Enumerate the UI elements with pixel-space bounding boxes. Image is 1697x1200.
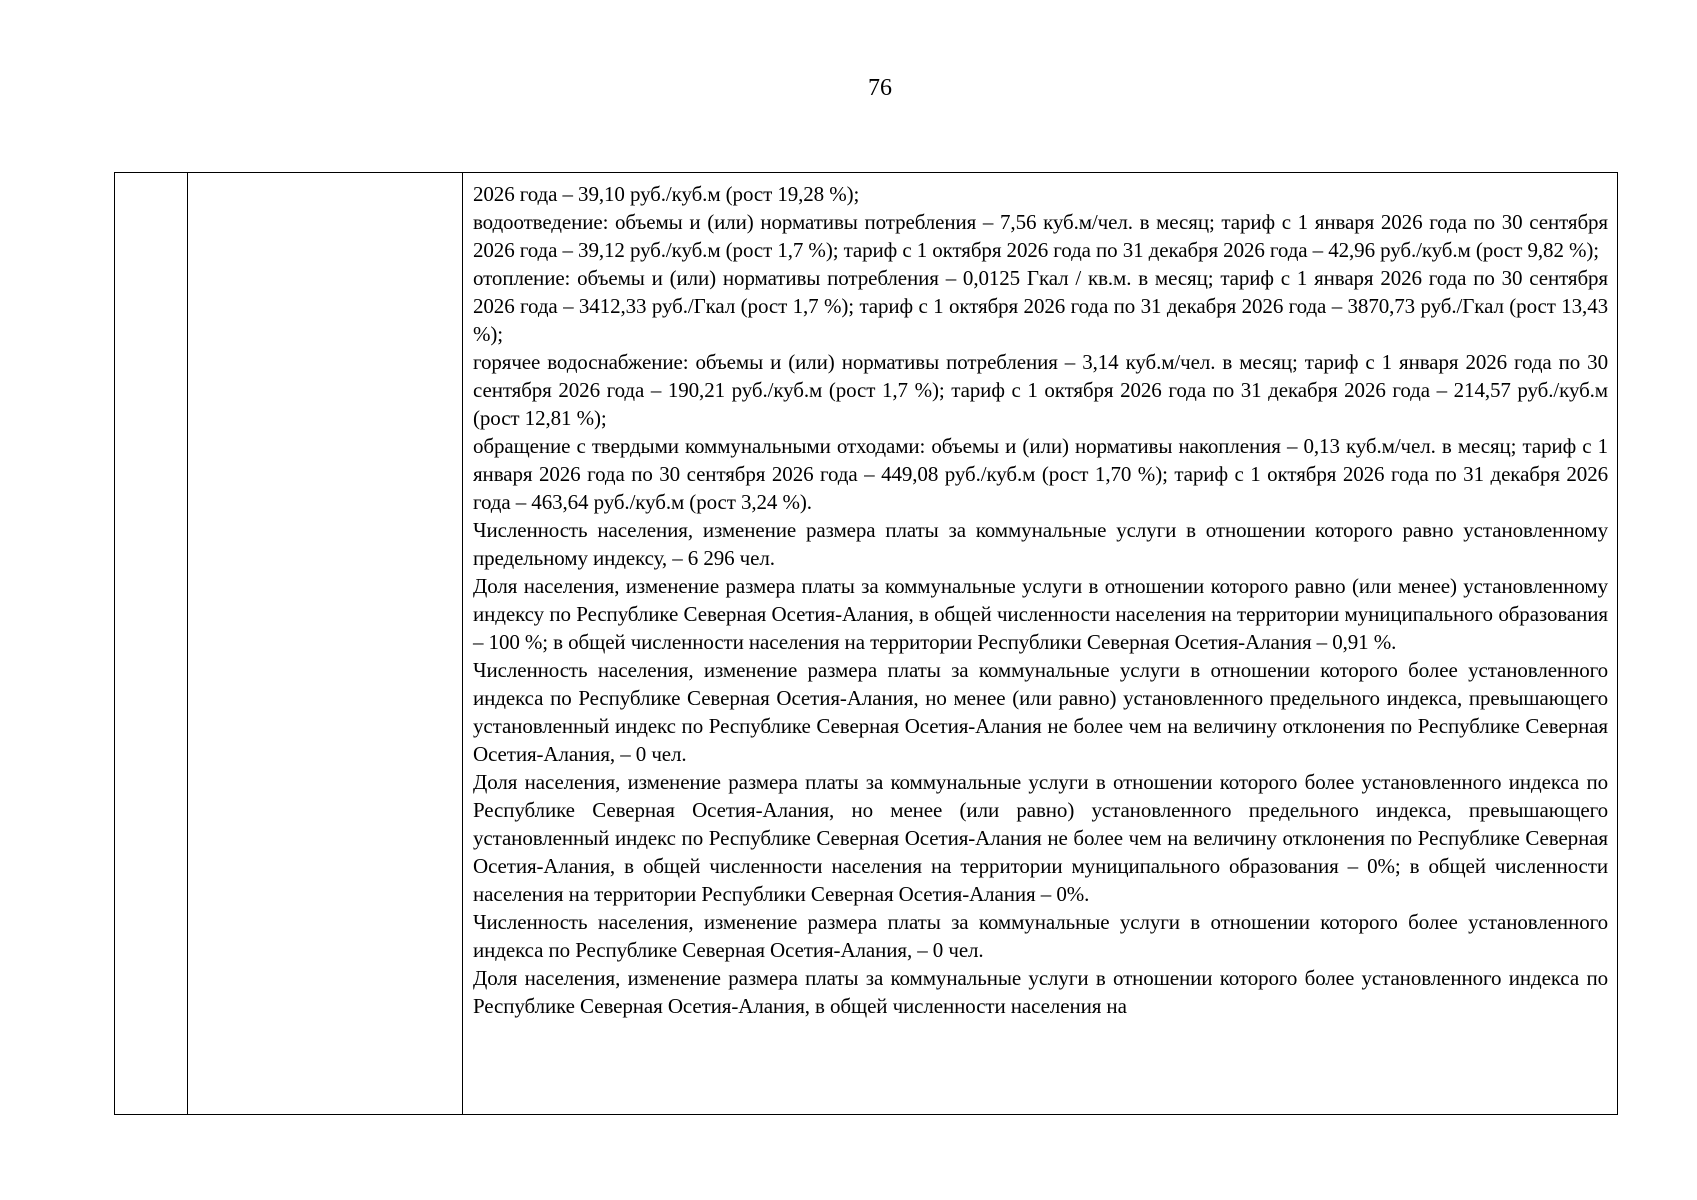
paragraph: Доля населения, изменение размера платы за коммунальные услуги в отношении которого более установленного индекса по Республике Северная Осетия-Алания, в общей численности населения на (473, 966, 1608, 1018)
paragraph: Доля населения, изменение размера платы за коммунальные услуги в отношении которого более установленного индекса по Республике Северная Осетия-Алания, но менее (или равно) установленного предельного индекса, превышающего установленный индекс по Республике Северная Осетия-Алания не более чем на величину отклонения по Республике Северная Осетия-Алания, в общей численности населения на территории муниципального образования – 0%; в общей численности населения на территории Республики Северная Осетия-Алания – 0%. (473, 770, 1608, 906)
paragraph: горячее водоснабжение: объемы и (или) нормативы потребления – 3,14 куб.м/чел. в месяц; тариф с 1 января 2026 года по 30 сентября 2026 года – 190,21 руб./куб.м (рост 1,7 %); тариф с 1 октября 2026 года по 31 декабря 2026 года – 214,57 руб./куб.м (рост 12,81 %); (473, 350, 1608, 430)
table-cell-content (463, 173, 1618, 1115)
paragraph: Численность населения, изменение размера платы за коммунальные услуги в отношении которого более установленного индекса по Республике Северная Осетия-Алания, – 0 чел. (473, 910, 1608, 962)
paragraph: обращение с твердыми коммунальными отходами: объемы и (или) нормативы накопления – 0,13 куб.м/чел. в месяц; тариф с 1 января 2026 года по 30 сентября 2026 года – 449,08 руб./куб.м (рост 1,70 %); тариф с 1 октября 2026 года по 31 декабря 2026 года – 463,64 руб./куб.м (рост 3,24 %). (473, 434, 1608, 514)
paragraph: Доля населения, изменение размера платы за коммунальные услуги в отношении которого равно (или менее) установленному индексу по Республике Северная Осетия-Алания, в общей численности населения на территории муниципального образования – 100 %; в общей численности населения на территории Республики Северная Осетия-Алания – 0,91 %. (473, 574, 1608, 654)
table-cell-number (115, 173, 188, 1115)
table-cell-name (188, 173, 463, 1115)
paragraph: 2026 года – 39,10 руб./куб.м (рост 19,28 %); (473, 182, 860, 206)
paragraph: отопление: объемы и (или) нормативы потребления – 0,0125 Гкал / кв.м. в месяц; тариф с 1 января 2026 года по 30 сентября 2026 года – 3412,33 руб./Гкал (рост 1,7 %); тариф с 1 октября 2026 года по 31 декабря 2026 года – 3870,73 руб./Гкал (рост 13,43 %); (473, 266, 1608, 346)
table-row (115, 173, 1618, 1115)
paragraph: Численность населения, изменение размера платы за коммунальные услуги в отношении которого равно установленному предельному индексу, – 6 296 чел. (473, 518, 1608, 570)
paragraph: водоотведение: объемы и (или) нормативы потребления – 7,56 куб.м/чел. в месяц; тариф с 1 января 2026 года по 30 сентября 2026 года – 39,12 руб./куб.м (рост 1,7 %); тариф с 1 октября 2026 года по 31 декабря 2026 года – 42,96 руб./куб.м (рост 9,82 %); (473, 210, 1608, 262)
page-number: 76 (868, 75, 892, 101)
paragraph: Численность населения, изменение размера платы за коммунальные услуги в отношении которого более установленного индекса по Республике Северная Осетия-Алания, но менее (или равно) установленного предельного индекса, превышающего установленный индекс по Республике Северная Осетия-Алания не более чем на величину отклонения по Республике Северная Осетия-Алания, – 0 чел. (473, 658, 1608, 766)
document-table (114, 172, 1618, 1115)
